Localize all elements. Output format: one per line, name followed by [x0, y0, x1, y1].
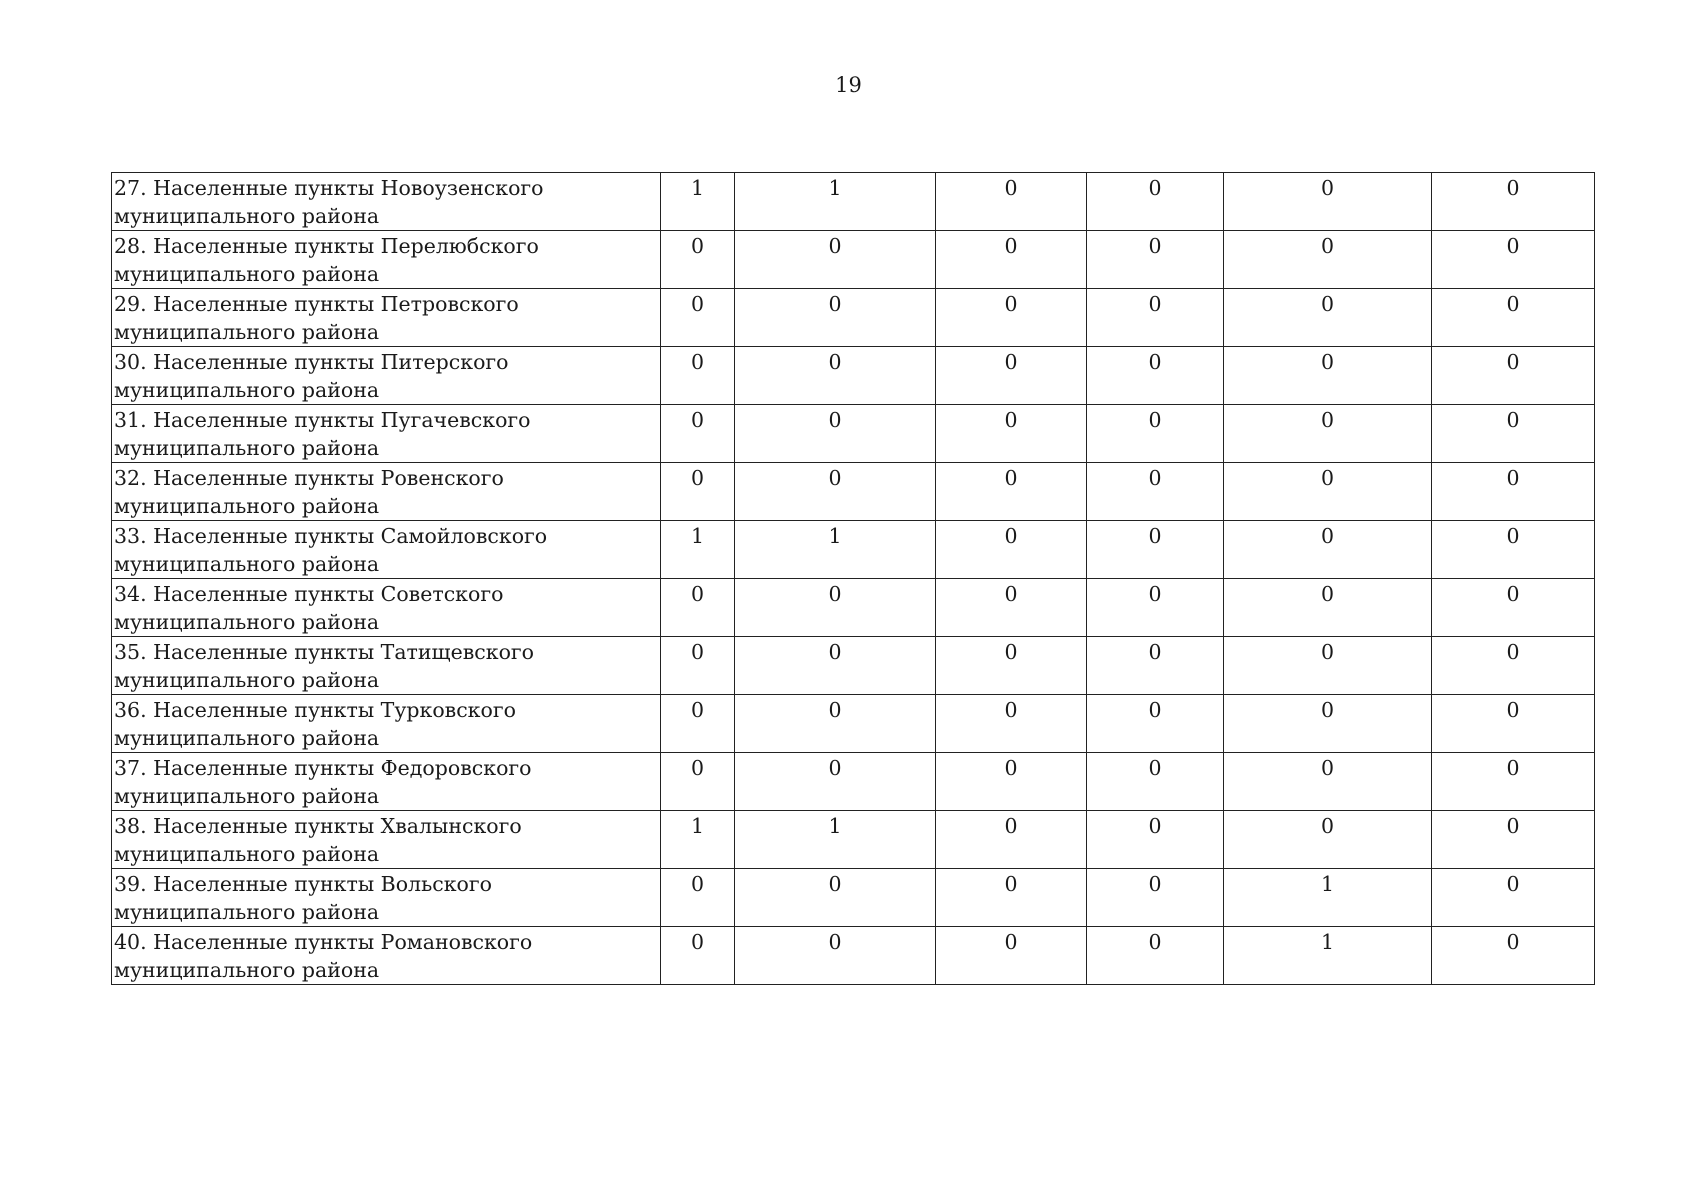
table-row: [112, 289, 1595, 347]
value-cell: 0: [1087, 173, 1224, 231]
value-cell: 0: [936, 695, 1087, 753]
row-name-cell: 31. Населенные пункты Пугачевского муниципального района: [112, 405, 661, 463]
value-cell: 1: [661, 173, 735, 231]
table-body: [112, 173, 1595, 985]
value-cell: 0: [735, 753, 936, 811]
value-cell: 0: [1432, 289, 1595, 347]
value-cell: 0: [661, 405, 735, 463]
value-cell: 0: [1087, 927, 1224, 985]
value-cell: 0: [1224, 579, 1432, 637]
row-name-cell: 37. Населенные пункты Федоровского муниципального района: [112, 753, 661, 811]
value-cell: 0: [661, 347, 735, 405]
value-cell: 0: [735, 347, 936, 405]
value-cell: 0: [735, 405, 936, 463]
table-row: [112, 927, 1595, 985]
row-name-cell: 28. Населенные пункты Перелюбского муниципального района: [112, 231, 661, 289]
row-name-cell: 33. Населенные пункты Самойловского муниципального района: [112, 521, 661, 579]
value-cell: 0: [1224, 347, 1432, 405]
value-cell: 0: [735, 695, 936, 753]
value-cell: 0: [1087, 347, 1224, 405]
value-cell: 0: [936, 637, 1087, 695]
value-cell: 0: [735, 463, 936, 521]
value-cell: 0: [936, 173, 1087, 231]
value-cell: 0: [1432, 927, 1595, 985]
row-name-cell: 35. Населенные пункты Татищевского муниципального района: [112, 637, 661, 695]
value-cell: 0: [1432, 579, 1595, 637]
value-cell: 0: [936, 405, 1087, 463]
value-cell: 0: [936, 347, 1087, 405]
value-cell: 0: [1432, 521, 1595, 579]
value-cell: 0: [661, 695, 735, 753]
value-cell: 0: [1432, 695, 1595, 753]
table-row: [112, 869, 1595, 927]
row-name-cell: 30. Населенные пункты Питерского муниципального района: [112, 347, 661, 405]
value-cell: 0: [936, 869, 1087, 927]
table-row: [112, 405, 1595, 463]
table-row: [112, 173, 1595, 231]
value-cell: 0: [1432, 347, 1595, 405]
value-cell: 0: [1432, 869, 1595, 927]
value-cell: 0: [1224, 289, 1432, 347]
value-cell: 0: [1432, 463, 1595, 521]
table-row: [112, 753, 1595, 811]
value-cell: 0: [936, 463, 1087, 521]
value-cell: 0: [1087, 463, 1224, 521]
value-cell: 0: [1432, 405, 1595, 463]
value-cell: 0: [1224, 521, 1432, 579]
value-cell: 0: [661, 869, 735, 927]
value-cell: 1: [661, 811, 735, 869]
value-cell: 0: [936, 811, 1087, 869]
value-cell: 0: [936, 579, 1087, 637]
value-cell: 0: [1224, 695, 1432, 753]
value-cell: 0: [661, 463, 735, 521]
value-cell: 0: [936, 231, 1087, 289]
table-row: [112, 521, 1595, 579]
value-cell: 0: [1087, 579, 1224, 637]
value-cell: 0: [1224, 173, 1432, 231]
value-cell: 1: [661, 521, 735, 579]
row-name-cell: 34. Населенные пункты Советского муниципального района: [112, 579, 661, 637]
value-cell: 0: [1224, 405, 1432, 463]
page-number: 19: [835, 73, 862, 97]
value-cell: 0: [661, 637, 735, 695]
row-name-cell: 39. Населенные пункты Вольского муниципального района: [112, 869, 661, 927]
row-name-cell: 40. Населенные пункты Романовского муниципального района: [112, 927, 661, 985]
value-cell: 0: [661, 579, 735, 637]
data-table: [111, 172, 1595, 985]
value-cell: 0: [1087, 869, 1224, 927]
value-cell: 0: [661, 289, 735, 347]
value-cell: 0: [1432, 231, 1595, 289]
value-cell: 0: [1087, 695, 1224, 753]
value-cell: 0: [735, 927, 936, 985]
value-cell: 0: [1087, 231, 1224, 289]
table-row: [112, 695, 1595, 753]
value-cell: 0: [936, 927, 1087, 985]
value-cell: 0: [1224, 811, 1432, 869]
value-cell: 0: [1432, 173, 1595, 231]
value-cell: 0: [936, 521, 1087, 579]
value-cell: 0: [661, 231, 735, 289]
value-cell: 0: [1087, 405, 1224, 463]
table-row: [112, 463, 1595, 521]
table-row: [112, 637, 1595, 695]
value-cell: 0: [661, 927, 735, 985]
value-cell: 0: [936, 289, 1087, 347]
value-cell: 0: [735, 289, 936, 347]
value-cell: 0: [1432, 811, 1595, 869]
value-cell: 0: [1087, 811, 1224, 869]
value-cell: 0: [1087, 289, 1224, 347]
value-cell: 0: [936, 753, 1087, 811]
value-cell: 0: [1224, 463, 1432, 521]
value-cell: 0: [1224, 753, 1432, 811]
value-cell: 0: [735, 637, 936, 695]
row-name-cell: 38. Населенные пункты Хвалынского муниципального района: [112, 811, 661, 869]
value-cell: 0: [735, 231, 936, 289]
value-cell: 0: [1432, 637, 1595, 695]
value-cell: 1: [735, 811, 936, 869]
row-name-cell: 27. Населенные пункты Новоузенского муниципального района: [112, 173, 661, 231]
value-cell: 0: [735, 869, 936, 927]
table-row: [112, 811, 1595, 869]
value-cell: 0: [1432, 753, 1595, 811]
value-cell: 1: [735, 173, 936, 231]
value-cell: 0: [1087, 521, 1224, 579]
value-cell: 0: [1087, 637, 1224, 695]
value-cell: 0: [735, 579, 936, 637]
row-name-cell: 32. Населенные пункты Ровенского муниципального района: [112, 463, 661, 521]
value-cell: 0: [1224, 231, 1432, 289]
value-cell: 0: [1087, 753, 1224, 811]
table-row: [112, 579, 1595, 637]
table-row: [112, 231, 1595, 289]
row-name-cell: 29. Населенные пункты Петровского муниципального района: [112, 289, 661, 347]
value-cell: 1: [735, 521, 936, 579]
row-name-cell: 36. Населенные пункты Турковского муниципального района: [112, 695, 661, 753]
value-cell: 0: [1224, 637, 1432, 695]
value-cell: 1: [1224, 869, 1432, 927]
value-cell: 1: [1224, 927, 1432, 985]
table-row: [112, 347, 1595, 405]
value-cell: 0: [661, 753, 735, 811]
